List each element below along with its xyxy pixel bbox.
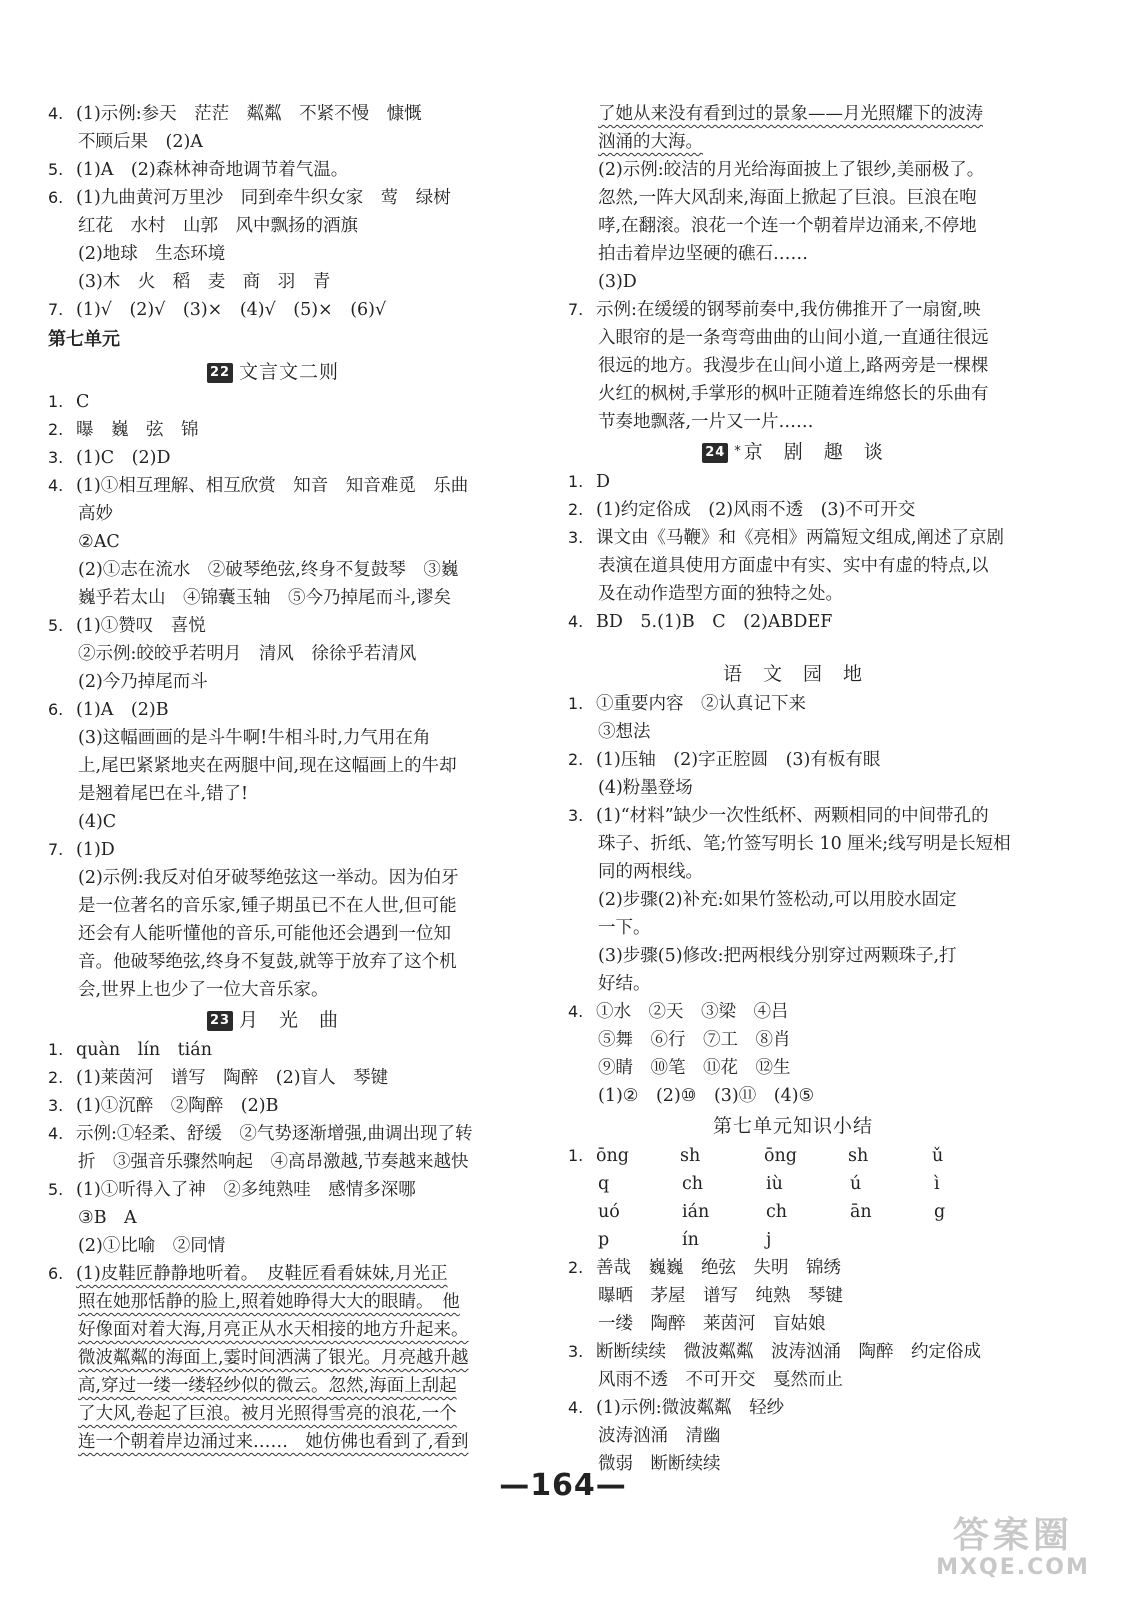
question-number: 3. bbox=[568, 806, 584, 825]
answer-text: 连一个朝着岸边涌过来…… 她仿佛也看到了,看到 bbox=[78, 1432, 469, 1452]
answer-text: 好像面对着大海,月亮正从水天相接的地方升起来。 bbox=[78, 1320, 469, 1340]
question-number: 3. bbox=[568, 528, 584, 547]
pinyin-cell: iù bbox=[766, 1174, 783, 1194]
section-spacer bbox=[568, 636, 1018, 658]
answer-text: 还会有人能听懂他的音乐,可能他还会遇到一位知 bbox=[78, 924, 452, 944]
answer-text: (3)D bbox=[598, 272, 637, 292]
answer-line bbox=[568, 184, 1018, 212]
answer-line bbox=[48, 948, 498, 976]
answer-text: C bbox=[76, 392, 90, 412]
answer-line bbox=[48, 1204, 498, 1232]
answer-text: (3)木 火 稻 麦 商 羽 青 bbox=[78, 272, 331, 292]
question-number: 7. bbox=[48, 300, 64, 319]
answer-line bbox=[48, 1232, 498, 1260]
question-number: 1. bbox=[48, 1040, 64, 1059]
answer-line bbox=[568, 942, 1018, 970]
answer-text: (1)①相互理解、相互欣赏 知音 知音难觅 乐曲 bbox=[76, 476, 469, 496]
answer-line bbox=[568, 802, 1018, 830]
answer-text: 示例:①轻柔、舒缓 ②气势逐渐增强,曲调出现了转 bbox=[76, 1124, 473, 1144]
answer-text: 波涛汹涌 清幽 bbox=[598, 1426, 721, 1446]
answer-line bbox=[568, 268, 1018, 296]
answer-line bbox=[48, 528, 498, 556]
pinyin-cells bbox=[598, 1170, 974, 1198]
answer-line bbox=[568, 324, 1018, 352]
answer-line bbox=[568, 1310, 1018, 1338]
pinyin-cell: j bbox=[766, 1230, 772, 1250]
answer-line bbox=[568, 156, 1018, 184]
question-number: 7. bbox=[48, 840, 64, 859]
answer-line bbox=[568, 970, 1018, 998]
answer-text: 一缕 陶醉 莱茵河 盲姑娘 bbox=[598, 1314, 826, 1334]
answer-text: (1)② (2)⑩ (3)⑪ (4)⑤ bbox=[598, 1086, 815, 1106]
answer-line bbox=[48, 864, 498, 892]
answer-text: quàn lín tián bbox=[76, 1040, 212, 1060]
answer-line bbox=[48, 416, 498, 444]
answer-text: 曝 巍 弦 锦 bbox=[76, 420, 199, 440]
question-number: 6. bbox=[48, 700, 64, 719]
question-number: 3. bbox=[568, 1342, 584, 1361]
answer-text: 折 ③强音乐骤然响起 ④高昂激越,节奏越来越快 bbox=[78, 1152, 469, 1172]
answer-text: BD 5.(1)B C (2)ABDEF bbox=[596, 612, 833, 632]
lesson-title-text: 京 剧 趣 谈 bbox=[743, 441, 884, 463]
pinyin-cell: uó bbox=[598, 1202, 620, 1222]
pinyin-cell: sh bbox=[848, 1146, 869, 1166]
answer-text: (1)A (2)森林神奇地调节着气温。 bbox=[76, 160, 349, 180]
answer-text: (1)C (2)D bbox=[76, 448, 171, 468]
answer-line bbox=[568, 380, 1018, 408]
answer-text: 珠子、折纸、笔;竹签写明长 10 厘米;线写明是长短相 bbox=[598, 834, 1011, 854]
answer-text: 红花 水村 山郭 风中飘扬的酒旗 bbox=[78, 216, 358, 236]
question-number: 2. bbox=[48, 420, 64, 439]
answer-line bbox=[48, 1036, 498, 1064]
watermark-title: 答案圈 bbox=[952, 1515, 1073, 1556]
answer-text: ③B A bbox=[78, 1208, 137, 1228]
answer-line bbox=[568, 1054, 1018, 1082]
answer-text: ⑤舞 ⑥行 ⑦工 ⑧肖 bbox=[598, 1030, 791, 1050]
pinyin-row bbox=[568, 1226, 1018, 1254]
answer-line bbox=[48, 920, 498, 948]
section-title: 第七单元知识小结 bbox=[712, 1115, 873, 1137]
question-number: 2. bbox=[568, 1258, 584, 1277]
answer-line bbox=[568, 580, 1018, 608]
question-number: 1. bbox=[568, 472, 584, 491]
answer-text: 高,穿过一缕一缕轻纱似的微云。忽然,海面上刮起 bbox=[78, 1376, 457, 1396]
pinyin-cell: q bbox=[598, 1174, 610, 1194]
answer-line bbox=[568, 1026, 1018, 1054]
answer-text: 入眼帘的是一条弯弯曲曲的山间小道,一直通往很远 bbox=[598, 328, 989, 348]
answer-line bbox=[48, 1064, 498, 1092]
answer-text: (2)①比喻 ②同情 bbox=[78, 1236, 226, 1256]
question-number: 2. bbox=[48, 1068, 64, 1087]
answer-text: (1)①听得入了神 ②多纯熟哇 感情多深哪 bbox=[76, 1180, 416, 1200]
answer-text: 了大风,卷起了巨浪。被月光照得雪亮的浪花,一个 bbox=[78, 1404, 457, 1424]
answer-text: (1)压轴 (2)字正腔圆 (3)有板有眼 bbox=[596, 750, 881, 770]
answer-text: ②AC bbox=[78, 532, 120, 552]
answer-text: (1)皮鞋匠静静地听着。 皮鞋匠看看妹妹,月光正 bbox=[76, 1264, 448, 1284]
question-number: 4. bbox=[48, 104, 64, 123]
answer-text: (1)九曲黄河万里沙 同到牵牛织女家 莺 绿树 bbox=[76, 188, 451, 208]
answer-text: (3)步骤(5)修改:把两根线分别穿过两颗珠子,打 bbox=[598, 946, 957, 966]
question-number: 5. bbox=[48, 160, 64, 179]
answer-text: 会,世界上也少了一位大音乐家。 bbox=[78, 980, 329, 1000]
answer-text: 断断续续 微波粼粼 波涛汹涌 陶醉 约定俗成 bbox=[596, 1342, 981, 1362]
answer-text: (1)示例:微波粼粼 轻纱 bbox=[596, 1398, 785, 1418]
question-number: 1. bbox=[568, 1146, 584, 1165]
answer-line bbox=[568, 296, 1018, 324]
answer-text: (2)示例:我反对伯牙破琴绝弦这一举动。因为伯牙 bbox=[78, 868, 459, 888]
answer-line bbox=[48, 296, 498, 324]
answer-text: 课文由《马鞭》和《亮相》两篇短文组成,阐述了京剧 bbox=[596, 528, 1005, 548]
pinyin-cell: ch bbox=[682, 1174, 704, 1194]
question-number: 4. bbox=[48, 476, 64, 495]
answer-text: 是翘着尾巴在斗,错了! bbox=[78, 784, 249, 804]
answer-line bbox=[48, 156, 498, 184]
answer-text: 表演在道具使用方面虚中有实、实中有虚的特点,以 bbox=[598, 556, 989, 576]
section-title: 语 文 园 地 bbox=[722, 663, 863, 685]
pinyin-cells bbox=[596, 1142, 972, 1170]
answer-text: 一下。 bbox=[598, 918, 651, 938]
answer-line bbox=[568, 468, 1018, 496]
question-number: 7. bbox=[568, 300, 584, 319]
question-number: 6. bbox=[48, 188, 64, 207]
answer-text: (1)A (2)B bbox=[76, 700, 169, 720]
answer-text: (1)约定俗成 (2)风雨不透 (3)不可开交 bbox=[596, 500, 916, 520]
answer-text: 同的两根线。 bbox=[598, 862, 703, 882]
answer-line bbox=[568, 352, 1018, 380]
pinyin-cell: ǔ bbox=[932, 1146, 944, 1166]
answer-line bbox=[48, 444, 498, 472]
answer-line bbox=[48, 1372, 498, 1400]
answer-line bbox=[48, 1092, 498, 1120]
answer-line bbox=[568, 690, 1018, 718]
answer-line bbox=[48, 1428, 498, 1456]
answer-text: 善哉 巍巍 绝弦 失明 锦绣 bbox=[596, 1258, 841, 1278]
answer-line bbox=[48, 808, 498, 836]
answer-line bbox=[48, 1316, 498, 1344]
answer-text: (2)今乃掉尾而斗 bbox=[78, 672, 208, 692]
pinyin-cell: ōng bbox=[596, 1146, 630, 1166]
answer-line bbox=[48, 780, 498, 808]
answer-text: 曝晒 茅屋 谱写 纯熟 琴键 bbox=[598, 1286, 843, 1306]
answer-line bbox=[48, 1288, 498, 1316]
answer-text: (1)“材料”缺少一次性纸杯、两颗相同的中间带孔的 bbox=[596, 806, 989, 826]
answer-text: 是一位著名的音乐家,锺子期虽已不在人世,但可能 bbox=[78, 896, 457, 916]
pinyin-cell: sh bbox=[680, 1146, 701, 1166]
left-column bbox=[48, 100, 498, 1456]
answer-text: 示例:在缓缓的钢琴前奏中,我仿佛推开了一扇窗,映 bbox=[596, 300, 981, 320]
answer-line bbox=[568, 552, 1018, 580]
answer-line bbox=[48, 836, 498, 864]
lesson-title-text: 文言文二则 bbox=[239, 361, 340, 383]
pinyin-cell: ín bbox=[682, 1230, 699, 1250]
answer-text: 好结。 bbox=[598, 974, 651, 994]
answer-line bbox=[568, 100, 1018, 128]
answer-text: 风雨不透 不可开交 戛然而止 bbox=[598, 1370, 843, 1390]
answer-line bbox=[568, 746, 1018, 774]
answer-line bbox=[568, 128, 1018, 156]
answer-line bbox=[48, 184, 498, 212]
answer-text: (4)粉墨登场 bbox=[598, 778, 693, 798]
answer-line bbox=[48, 388, 498, 416]
right-column bbox=[568, 100, 1018, 1478]
answer-text: (1)①赞叹 喜悦 bbox=[76, 616, 206, 636]
lesson-title bbox=[48, 356, 498, 388]
question-number: 3. bbox=[48, 1096, 64, 1115]
answer-text: ①重要内容 ②认真记下来 bbox=[596, 694, 806, 714]
answer-text: (1)莱茵河 谱写 陶醉 (2)盲人 琴键 bbox=[76, 1068, 389, 1088]
answer-line bbox=[48, 240, 498, 268]
page-number: —164— bbox=[499, 1468, 627, 1503]
answer-text: (2)地球 生态环境 bbox=[78, 244, 226, 264]
question-number: 4. bbox=[48, 1124, 64, 1143]
question-number: 4. bbox=[568, 1002, 584, 1021]
answer-text: 哮,在翻滚。浪花一个连一个朝着岸边涌来,不停地 bbox=[598, 216, 977, 236]
question-number: 5. bbox=[48, 1180, 64, 1199]
answer-text: (1)D bbox=[76, 840, 115, 860]
answer-text: 汹涌的大海。 bbox=[598, 132, 703, 152]
question-number: 4. bbox=[568, 1398, 584, 1417]
answer-text: ③想法 bbox=[598, 722, 651, 742]
answer-line bbox=[568, 774, 1018, 802]
answer-line bbox=[568, 1082, 1018, 1110]
answer-line bbox=[568, 608, 1018, 636]
answer-text: (2)①志在流水 ②破琴绝弦,终身不复鼓琴 ③巍 bbox=[78, 560, 459, 580]
pinyin-cell: ián bbox=[682, 1202, 710, 1222]
answer-line bbox=[568, 524, 1018, 552]
answer-line bbox=[568, 1338, 1018, 1366]
answer-line bbox=[48, 1344, 498, 1372]
answer-line bbox=[48, 612, 498, 640]
answer-text: 照在她那恬静的脸上,照着她睁得大大的眼睛。 他 bbox=[78, 1292, 460, 1312]
answer-line bbox=[48, 268, 498, 296]
lesson-number-badge: 22 bbox=[207, 363, 233, 383]
answer-line bbox=[568, 1422, 1018, 1450]
answer-line bbox=[48, 696, 498, 724]
answer-line bbox=[48, 640, 498, 668]
optional-lesson-mark: * bbox=[734, 444, 742, 459]
answer-line bbox=[48, 1148, 498, 1176]
answer-line bbox=[48, 1176, 498, 1204]
pinyin-row bbox=[568, 1198, 1018, 1226]
answer-text: 音。他破琴绝弦,终身不复鼓,就等于放弃了这个机 bbox=[78, 952, 457, 972]
answer-line bbox=[48, 128, 498, 156]
answer-line bbox=[568, 1254, 1018, 1282]
answer-text: ①水 ②天 ③梁 ④吕 bbox=[596, 1002, 789, 1022]
answer-line bbox=[568, 886, 1018, 914]
answer-text: ②示例:皎皎乎若明月 清风 徐徐乎若清风 bbox=[78, 644, 417, 664]
question-number: 3. bbox=[48, 448, 64, 467]
pinyin-cell: ú bbox=[850, 1174, 862, 1194]
lesson-title-text: 月 光 曲 bbox=[239, 1009, 340, 1031]
unit-heading: 第七单元 bbox=[48, 329, 120, 350]
answer-line bbox=[48, 472, 498, 500]
answer-text: D bbox=[596, 472, 611, 492]
watermark-domain: MXQE.COM bbox=[936, 1555, 1090, 1580]
answer-text: 节奏地飘落,一片又一片…… bbox=[598, 412, 814, 432]
answer-text: 微弱 断断续续 bbox=[598, 1454, 721, 1474]
lesson-title bbox=[568, 436, 1018, 468]
pinyin-cell: g bbox=[934, 1202, 946, 1222]
pinyin-cell: ān bbox=[850, 1202, 872, 1222]
answer-line bbox=[568, 718, 1018, 746]
answer-text: 很远的地方。我漫步在山间小道上,路两旁是一棵棵 bbox=[598, 356, 989, 376]
answer-line bbox=[568, 1282, 1018, 1310]
answer-line bbox=[568, 240, 1018, 268]
question-number: 6. bbox=[48, 1264, 64, 1283]
answer-line bbox=[48, 976, 498, 1004]
lesson-number-badge: 23 bbox=[207, 1011, 233, 1031]
answer-line bbox=[568, 858, 1018, 886]
pinyin-row bbox=[568, 1170, 1018, 1198]
answer-text: (1)示例:参天 茫茫 粼粼 不紧不慢 慷慨 bbox=[76, 104, 422, 124]
answer-text: (2)步骤(2)补充:如果竹签松动,可以用胶水固定 bbox=[598, 890, 957, 910]
answer-line bbox=[48, 584, 498, 612]
pinyin-cells bbox=[598, 1198, 974, 1226]
answer-line bbox=[48, 1260, 498, 1288]
answer-text: 了她从来没有看到过的景象——月光照耀下的波涛 bbox=[598, 104, 983, 124]
answer-line bbox=[568, 212, 1018, 240]
answer-line bbox=[48, 556, 498, 584]
answer-line bbox=[48, 892, 498, 920]
pinyin-cell: ch bbox=[766, 1202, 788, 1222]
answer-line bbox=[48, 668, 498, 696]
answer-line bbox=[48, 1400, 498, 1428]
answer-text: (1)①沉醉 ②陶醉 (2)B bbox=[76, 1096, 279, 1116]
answer-text: (2)示例:皎洁的月光给海面披上了银纱,美丽极了。 bbox=[598, 160, 985, 180]
answer-line bbox=[568, 408, 1018, 436]
answer-line bbox=[568, 1366, 1018, 1394]
answer-line bbox=[568, 496, 1018, 524]
answer-text: (3)这幅画画的是斗牛啊!牛相斗时,力气用在角 bbox=[78, 728, 431, 748]
question-number: 1. bbox=[48, 392, 64, 411]
answer-text: 拍击着岸边坚硬的礁石…… bbox=[598, 244, 808, 264]
answer-text: 高妙 bbox=[78, 504, 113, 524]
answer-line bbox=[48, 752, 498, 780]
question-number: 1. bbox=[568, 694, 584, 713]
answer-text: 微波粼粼的海面上,霎时间洒满了银光。月亮越升越 bbox=[78, 1348, 469, 1368]
answer-text: ⑨睛 ⑩笔 ⑪花 ⑫生 bbox=[598, 1058, 791, 1078]
question-number: 2. bbox=[568, 500, 584, 519]
answer-text: 火红的枫树,手掌形的枫叶正随着连绵悠长的乐曲有 bbox=[598, 384, 989, 404]
question-number: 2. bbox=[568, 750, 584, 769]
answer-text: (1)√ (2)√ (3)× (4)√ (5)× (6)√ bbox=[76, 300, 387, 320]
watermark-logo bbox=[918, 1516, 1108, 1586]
answer-text: 上,尾巴紧紧地夹在两腿中间,现在这幅画上的牛却 bbox=[78, 756, 457, 776]
answer-text: 忽然,一阵大风刮来,海面上掀起了巨浪。巨浪在咆 bbox=[598, 188, 977, 208]
pinyin-cell: ōng bbox=[764, 1146, 798, 1166]
answer-text: 及在动作造型方面的独特之处。 bbox=[598, 584, 843, 604]
answer-line bbox=[568, 998, 1018, 1026]
answer-text: (4)C bbox=[78, 812, 117, 832]
answer-line bbox=[48, 100, 498, 128]
answer-line bbox=[48, 1120, 498, 1148]
answer-text: 不顾后果 (2)A bbox=[78, 132, 203, 152]
pinyin-row bbox=[568, 1142, 1018, 1170]
answer-line bbox=[48, 212, 498, 240]
lesson-number-badge: 24 bbox=[702, 443, 728, 463]
pinyin-cell: p bbox=[598, 1230, 610, 1250]
answer-line bbox=[48, 500, 498, 528]
answer-line bbox=[568, 830, 1018, 858]
pinyin-cells bbox=[598, 1226, 974, 1254]
question-number: 4. bbox=[568, 612, 584, 631]
lesson-title bbox=[48, 1004, 498, 1036]
answer-line bbox=[48, 724, 498, 752]
answer-text: 巍乎若太山 ④锦囊玉轴 ⑤今乃掉尾而斗,谬矣 bbox=[78, 588, 452, 608]
answer-line bbox=[568, 914, 1018, 942]
answer-line bbox=[568, 1394, 1018, 1422]
pinyin-cell: ì bbox=[934, 1174, 940, 1194]
question-number: 5. bbox=[48, 616, 64, 635]
